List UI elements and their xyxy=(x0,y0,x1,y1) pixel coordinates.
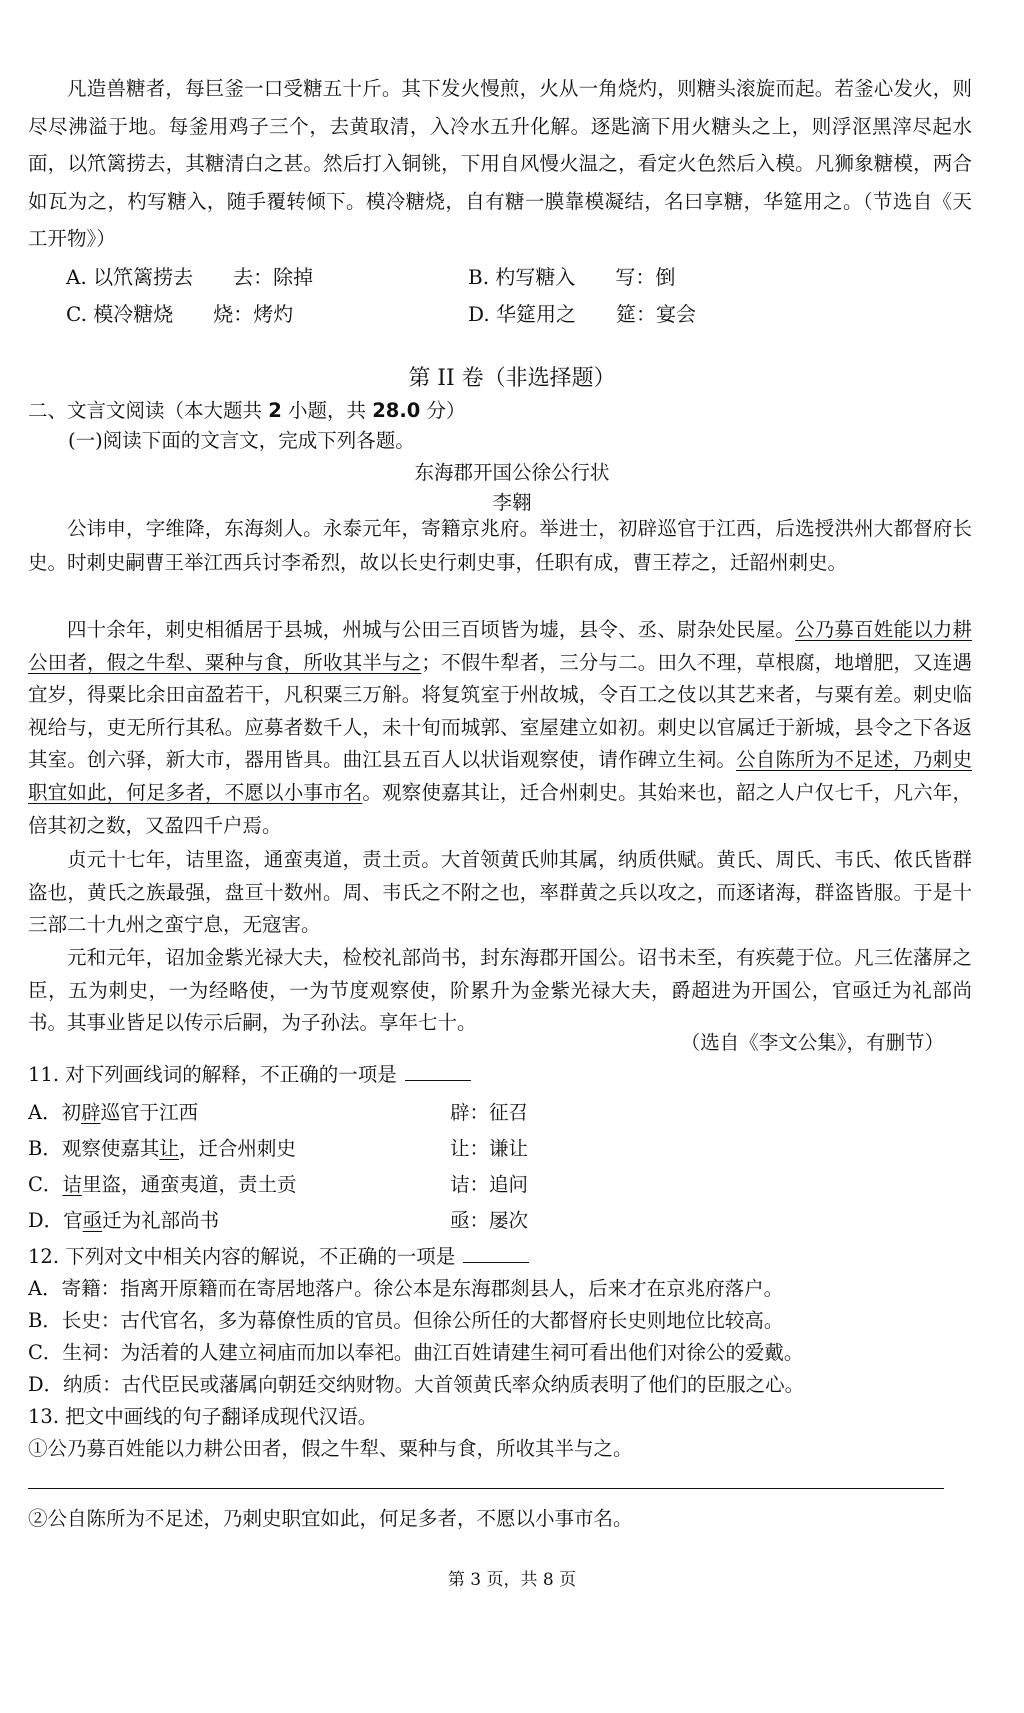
section-title: 第 II 卷（非选择题） xyxy=(408,366,616,391)
article-paragraph-1: 公讳申，字维降，东海剡人。永泰元年，寄籍京兆府。举进士，初辟巡官于江西，后选授洪州大都督府长史。时刺史嗣曹王举江西兵讨李希烈，故以长史行刺史事，任职有成，曹王荐之，迁韶州刺史。 xyxy=(28,517,972,574)
option-d: D. 华筵用之 筵：宴会 xyxy=(468,302,697,326)
article-author: 李翱 xyxy=(492,491,532,514)
option-a: A. 以笊篱捞去 去：除掉 xyxy=(66,265,314,289)
section-instruction: (一)阅读下面的文言文，完成下列各题。 xyxy=(68,429,415,452)
q11-option-a-explain: 辟：征召 xyxy=(450,1101,529,1124)
q12-option-b: B．长史：古代官名，多为幕僚性质的官员。但徐公所任的大都督府长史则地位比较高。 xyxy=(28,1309,784,1332)
q11-option-d: D．官亟迁为礼部尚书 xyxy=(28,1209,220,1232)
q11-option-b: B．观察使嘉其让，迁合州刺史 xyxy=(28,1137,296,1160)
underlined-sentence-1: 公乃募百姓能以力耕公田者，假之牛犁、粟种与食，所收其半与之 xyxy=(28,618,972,674)
q11-option-c: C．诘里盗，通蛮夷道，责土贡 xyxy=(28,1173,297,1196)
q11-option-b-explain: 让：谦让 xyxy=(450,1137,529,1160)
article-paragraph-4: 元和元年，诏加金紫光禄大夫，检校礼部尚书，封东海郡开国公。诏书未至，有疾薨于位。凡三佐藩屏之臣，五为刺史，一为经略使，一为节度观察使，阶累升为金紫光禄大夫，爵超进为开国公，官亟迁为礼部尚书。其事业皆足以传示后嗣，为子孙法。享年七十。 xyxy=(28,946,972,1035)
q12-stem: 12. 下列对文中相关内容的解说，不正确的一项是 xyxy=(28,1244,529,1270)
answer-blank xyxy=(463,1244,529,1263)
answer-blank xyxy=(405,1062,471,1081)
q13-sentence-2: ②公自陈所为不足述，乃刺史职宜如此，何足多者，不愿以小事市名。 xyxy=(28,1507,633,1530)
q12-option-c: C．生祠：为活着的人建立祠庙而加以奉祀。曲江百姓请建生祠可看出他们对徐公的爱戴。 xyxy=(28,1341,804,1364)
option-b: B. 杓写糖入 写：倒 xyxy=(468,265,676,289)
q11-option-d-explain: 亟：屡次 xyxy=(450,1209,529,1232)
article-paragraph-3: 贞元十七年，诘里盗，通蛮夷道，责土贡。大首领黄氏帅其属，纳质供赋。黄氏、周氏、韦氏、侬氏皆群盗也，黄氏之族最强，盘亘十数州。周、韦氏之不附之也，率群黄之兵以攻之，而逐诸海，群盗皆服。于是十三部二十九州之蛮宁息，无寇害。 xyxy=(28,848,972,937)
article-title: 东海郡开国公徐公行状 xyxy=(414,461,610,484)
q11-option-c-explain: 诘：追问 xyxy=(450,1173,529,1196)
article-source: （选自《李文公集》，有删节） xyxy=(680,1031,944,1054)
q13-stem: 13. 把文中画线的句子翻译成现代汉语。 xyxy=(28,1405,378,1428)
section-heading: 二、文言文阅读（本大题共 2 小题，共 28.0 分） xyxy=(28,399,466,422)
q12-option-d: D．纳质：古代臣民或藩属向朝廷交纳财物。大首领黄氏率众纳质表明了他们的臣服之心。 xyxy=(28,1373,805,1396)
option-c: C. 模冷糖烧 烧：烤灼 xyxy=(66,302,294,326)
article-paragraph-2: 四十余年，刺史相循居于县城，州城与公田三百顷皆为墟，县令、丞、尉杂处民屋。公乃募百姓能以力耕公田者，假之牛犁、粟种与食，所收其半与之；不假牛犁者，三分与二。田久不理，草根腐，地增肥，又连遇宜岁，得粟比余田亩盈若干，凡积粟三万斛。将复筑室于州故城，令百工之伎以其艺来者，与粟有差。刺史临视给与，吏无所行其私。应募者数千人，未十旬而城郭、室屋建立如初。刺史以官属迁于新城，县令之下各返其室。创六驿，新大市，器用皆具。曲江县五百人以状诣观察使，请作碑立生祠。公自陈所为不足述，乃刺史职宜如此，何足多者，不愿以小事市名。观察使嘉其让，迁合州刺史。其始来也，韶之人户仅七千，凡六年，倍其初之数，又盈四千户焉。 xyxy=(28,618,972,837)
q11-stem: 11. 对下列画线词的解释，不正确的一项是 xyxy=(28,1062,471,1088)
underlined-sentence-2: 公自陈所为不足述，乃刺史职宜如此，何足多者，不愿以小事市名 xyxy=(28,748,972,804)
q11-option-a: A．初辟巡官于江西 xyxy=(28,1101,199,1124)
page-number: 第 3 页，共 8 页 xyxy=(447,1570,577,1590)
answer-line xyxy=(28,1488,944,1489)
tiangong-passage: 凡造兽糖者，每巨釜一口受糖五十斤。其下发火慢煎，火从一角烧灼，则糖头滚旋而起。若釜心发火，则尽尽沸溢于地。每釜用鸡子三个，去黄取清，入冷水五升化解。逐匙滴下用火糖头之上，则浮沤黑滓尽起水面，以笊篱捞去，其糖清白之甚。然后打入铜铫，下用自风慢火温之，看定火色然后入模。凡狮象糖模，两合如瓦为之，杓写糖入，随手覆转倾下。模冷糖烧，自有糖一膜靠模凝结，名曰享糖，华筵用之。（节选自《天工开物》） xyxy=(28,77,972,250)
q13-sentence-1: ①公乃募百姓能以力耕公田者，假之牛犁、粟种与食，所收其半与之。 xyxy=(28,1437,633,1460)
q12-option-a: A．寄籍：指离开原籍而在寄居地落户。徐公本是东海郡剡县人，后来才在京兆府落户。 xyxy=(28,1277,784,1300)
